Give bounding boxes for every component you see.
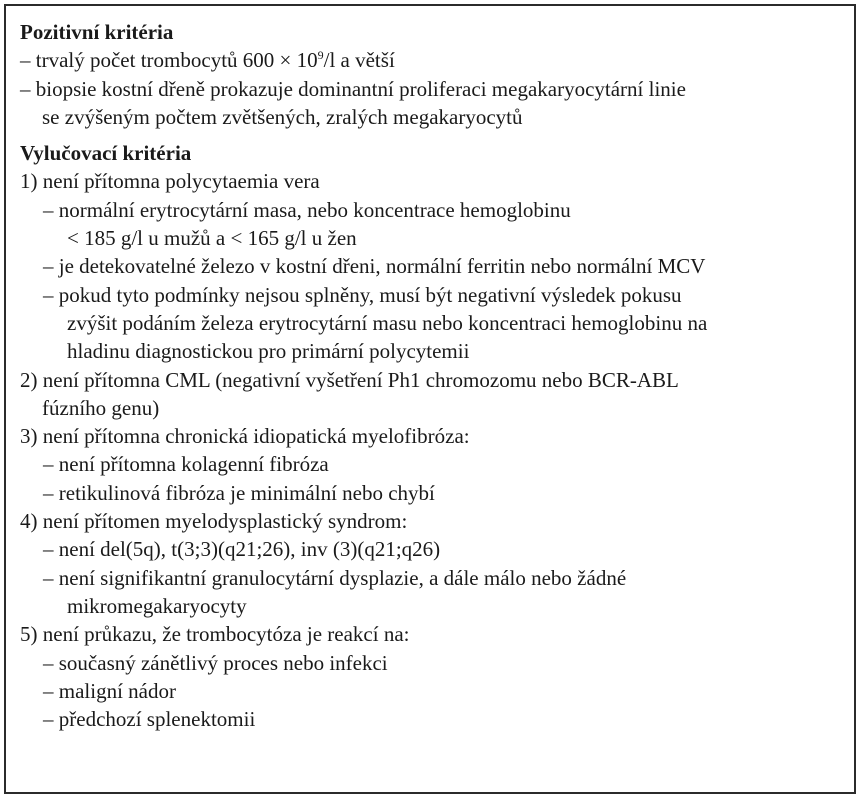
exponent: 9 [317, 48, 324, 63]
exclusion-item-3-sub-2: – retikulinová fibróza je minimální nebo chybí [43, 480, 435, 505]
exclusion-item-1-sub-2: – je detekovatelné železo v kostní dřeni, normální ferritin nebo normální MCV [43, 254, 706, 279]
platelet-count-unit: /l a větší [323, 48, 395, 73]
exclusion-item-5-sub-1: – současný zánětlivý proces nebo infekci [43, 650, 388, 675]
exclusion-item-3-title: 3) není přítomna chronická idiopatická myelofibróza: [20, 424, 470, 449]
exclusion-item-1-sub-1: – normální erytrocytární masa, nebo koncentrace hemoglobinu [43, 197, 571, 222]
positive-criterion-platelet-count [20, 46, 838, 74]
exclusion-item-1-sub-3-continued-2: hladinu diagnostickou pro primární polycytemii [67, 339, 470, 364]
exclusion-item-3-sub-1: – není přítomna kolagenní fibróza [43, 452, 329, 477]
exclusion-item-5-sub-3: – předchozí splenektomii [43, 707, 256, 732]
platelet-count-text: – trvalý počet trombocytů 600 × 10 [20, 48, 318, 73]
exclusion-item-1-title: 1) není přítomna polycytaemia vera [20, 169, 320, 194]
exclusion-item-4-sub-2: – není signifikantní granulocytární dysplazie, a dále málo nebo žádné [43, 565, 627, 590]
exclusion-item-1-sub-1-continued: < 185 g/l u mužů a < 165 g/l u žen [67, 226, 357, 251]
exclusion-item-2-title: 2) není přítomna CML (negativní vyšetření Ph1 chromozomu nebo BCR-ABL [20, 367, 679, 392]
exclusion-criteria-heading: Vylučovací kritéria [20, 141, 192, 166]
exclusion-item-4-sub-1: – není del(5q), t(3;3)(q21;26), inv (3)(q21;q26) [43, 537, 441, 562]
positive-criterion-biopsy-continued: se zvýšeným počtem zvětšených, zralých megakaryocytů [42, 104, 523, 129]
exclusion-item-4-sub-2-continued: mikromegakaryocyty [67, 593, 247, 618]
exclusion-item-4-title: 4) není přítomen myelodysplastický syndrom: [20, 509, 408, 534]
positive-criteria-heading: Pozitivní kritéria [20, 20, 174, 44]
exclusion-item-5-sub-2: – maligní nádor [43, 678, 176, 703]
positive-criterion-biopsy: – biopsie kostní dřeně prokazuje dominantní proliferaci megakaryocytární linie [20, 76, 686, 101]
exclusion-item-1-sub-3-continued: zvýšit podáním železa erytrocytární masu nebo koncentraci hemoglobinu na [67, 310, 708, 335]
exclusion-criteria-section [20, 139, 838, 733]
criteria-box [4, 4, 856, 794]
exclusion-item-2-title-continued: fúzního genu) [42, 395, 160, 420]
exclusion-item-5-title: 5) není průkazu, že trombocytóza je reakcí na: [20, 622, 410, 647]
exclusion-item-1-sub-3: – pokud tyto podmínky nejsou splněny, musí být negativní výsledek pokusu [43, 282, 682, 307]
positive-criteria-section [20, 18, 838, 131]
